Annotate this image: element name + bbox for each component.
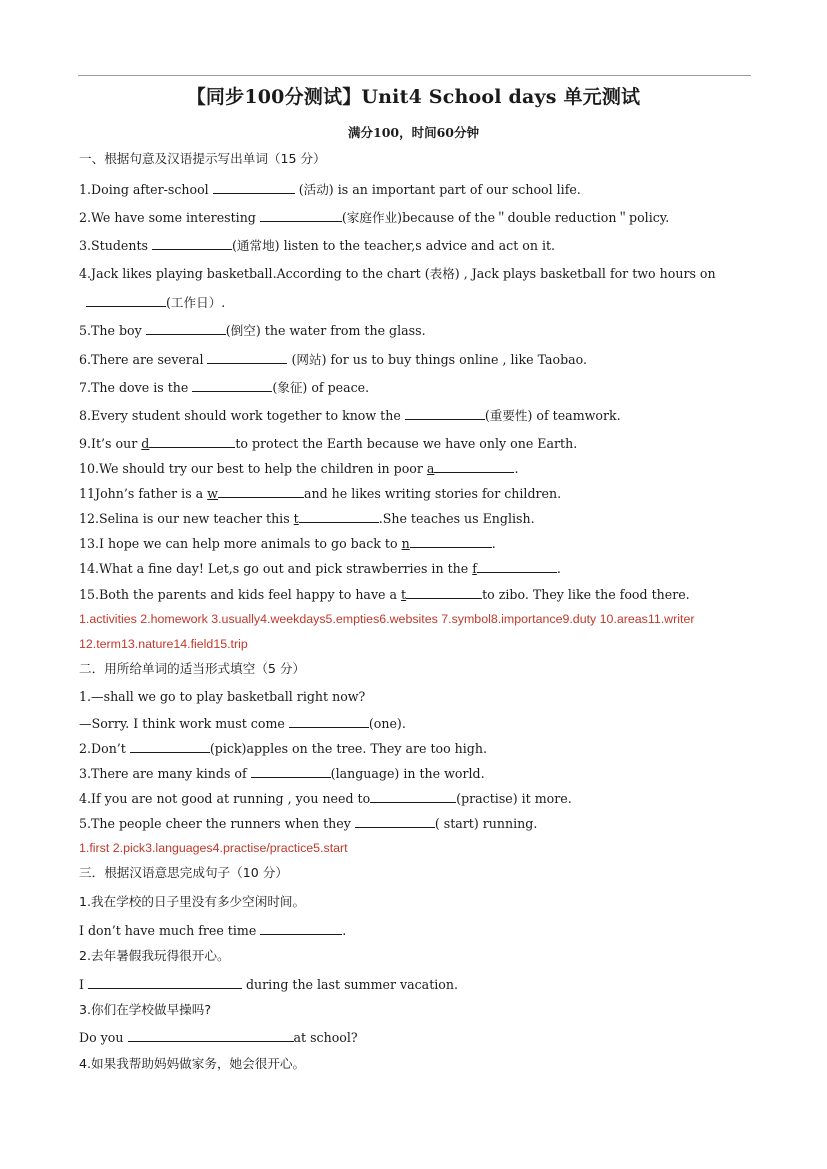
question-5: 5.The boy (倒空) the water from the glass. <box>79 323 426 338</box>
s2-question-2: 2.Don’t (pick)apples on the tree. They are too high. <box>79 741 487 756</box>
top-rule <box>78 75 751 76</box>
s2-question-3: 3.There are many kinds of (language) in the world. <box>79 766 485 781</box>
answer-blank[interactable] <box>251 764 331 778</box>
answer-blank[interactable] <box>86 293 166 307</box>
section1-answers: 1.activities 2.homework 3.usually4.weekdays5.empties6.websites 7.symbol8.importance9.duty 10.areas11.writer <box>79 612 695 626</box>
answer-blank[interactable] <box>370 789 456 803</box>
question-1: 1.Doing after-school (活动) is an important part of our school life. <box>79 182 581 197</box>
section1-heading: 一、根据句意及汉语提示写出单词（15 分） <box>79 151 326 166</box>
question-4: 4.Jack likes playing basketball.According to the chart (表格) , Jack plays basketball for two hours on <box>79 266 716 281</box>
answer-blank[interactable] <box>289 714 369 728</box>
answer-blank[interactable] <box>88 975 242 989</box>
question-10: 10.We should try our best to help the children in poor a . <box>79 461 519 476</box>
question-12: 12.Selina is our new teacher this t .She teaches us English. <box>79 511 535 526</box>
question-9: 9.It’s our d to protect the Earth because we have only one Earth. <box>79 436 578 451</box>
question-11: 11John’s father is a w and he likes writing stories for children. <box>79 486 562 501</box>
answer-blank[interactable] <box>149 434 235 448</box>
s3-question-2-english: I during the last summer vacation. <box>79 977 458 992</box>
answer-blank[interactable] <box>434 459 514 473</box>
s3-question-1-chinese: 1.我在学校的日子里没有多少空闲时间。 <box>79 894 306 909</box>
answer-blank[interactable] <box>218 484 304 498</box>
answer-blank[interactable] <box>410 534 492 548</box>
answer-blank[interactable] <box>406 585 482 599</box>
answer-blank[interactable] <box>405 406 485 420</box>
question-3: 3.Students (通常地) listen to the teacher,s advice and act on it. <box>79 238 556 253</box>
section2-heading: 二．用所给单词的适当形式填空（5 分） <box>79 661 306 676</box>
section3-heading: 三．根据汉语意思完成句子（10 分） <box>79 865 288 880</box>
question-4-continued: (工作日）. <box>86 293 225 312</box>
question-2: 2.We have some interesting (家庭作业)because of the＂double reduction＂policy. <box>79 210 670 225</box>
s2-question-5: 5.The people cheer the runners when they ( start) running. <box>79 816 538 831</box>
answer-blank[interactable] <box>146 321 226 335</box>
answer-blank[interactable] <box>152 236 232 250</box>
answer-blank[interactable] <box>128 1028 294 1042</box>
answer-blank[interactable] <box>260 208 342 222</box>
s3-question-1-english: I don’t have much free time . <box>79 923 347 938</box>
section1-answers-continued: 12.term13.nature14.field15.trip <box>79 637 248 651</box>
answer-blank[interactable] <box>192 378 272 392</box>
page-subtitle: 满分100，时间60分钟 <box>348 125 479 140</box>
question-6: 6.There are several (网站) for us to buy things online , like Taobao. <box>79 352 588 367</box>
answer-blank[interactable] <box>355 814 435 828</box>
answer-blank[interactable] <box>260 921 342 935</box>
s3-question-3-english: Do you at school? <box>79 1030 358 1045</box>
question-15: 15.Both the parents and kids feel happy to have a t to zibo. They like the food there. <box>79 587 690 602</box>
question-13: 13.I hope we can help more animals to go back to n . <box>79 536 496 551</box>
answer-blank[interactable] <box>213 180 295 194</box>
answer-blank[interactable] <box>299 509 379 523</box>
section2-answers: 1.first 2.pick3.languages4.practise/practice5.start <box>79 841 348 855</box>
s3-question-2-chinese: 2.去年暑假我玩得很开心。 <box>79 948 230 963</box>
page-title: 【同步100分测试】Unit4 School days 单元测试 <box>186 86 641 108</box>
s2-question-4: 4.If you are not good at running , you need to (practise) it more. <box>79 791 572 806</box>
question-14: 14.What a fine day! Let,s go out and pick strawberries in the f . <box>79 561 561 576</box>
question-8: 8.Every student should work together to know the (重要性) of teamwork. <box>79 408 621 423</box>
s2-question-1-reply: —Sorry. I think work must come (one). <box>79 716 406 731</box>
s3-question-3-chinese: 3.你们在学校做早操吗? <box>79 1002 212 1017</box>
s2-question-1: 1.—shall we go to play basketball right now? <box>79 689 366 704</box>
answer-blank[interactable] <box>477 559 557 573</box>
answer-blank[interactable] <box>130 739 210 753</box>
s3-question-4-chinese: 4.如果我帮助妈妈做家务，她会很开心。 <box>79 1056 306 1071</box>
question-7: 7.The dove is the (象征) of peace. <box>79 380 370 395</box>
answer-blank[interactable] <box>207 350 287 364</box>
